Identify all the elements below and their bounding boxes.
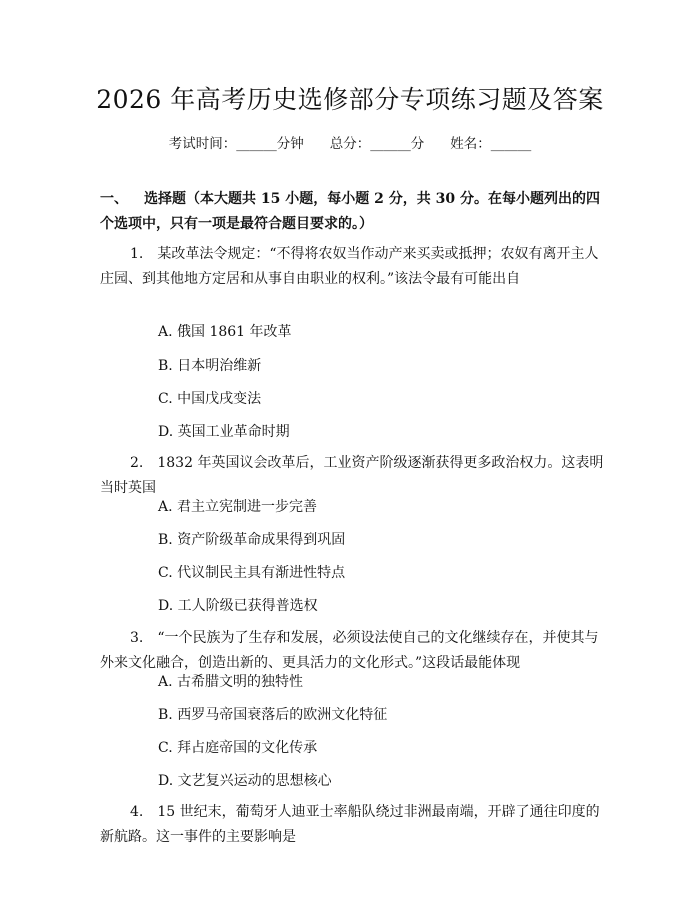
question-stem: 某改革法令规定：“不得将农奴当作动产来买卖或抵押；农奴有离开主人庄园、到其他地方定居和从事自由职业的权利。”该法令最有可能出自	[100, 246, 599, 287]
question-2-option-a: A. 君主立宪制进一步完善	[158, 499, 318, 515]
section-heading	[100, 187, 610, 237]
page-title: 2026 年高考历史选修部分专项练习题及答案	[96, 85, 604, 114]
question-number: 3.	[130, 630, 144, 646]
question-number: 2.	[130, 455, 144, 471]
question-4	[100, 800, 610, 850]
section-instructions: 选择题（本大题共 15 小题，每小题 2 分，共 30 分。在每小题列出的四个选项中，只有一项是最符合题目要求的。）	[100, 191, 600, 232]
question-1-option-b: B. 日本明治维新	[158, 358, 262, 374]
question-1-option-d: D. 英国工业革命时期	[158, 424, 290, 440]
question-number: 1.	[130, 246, 144, 262]
student-name-field: 姓名：______	[450, 136, 532, 152]
question-stem: “一个民族为了生存和发展，必须设法使自己的文化继续存在，并使其与外来文化融合，创造出新的、更具活力的文化形式。”这段话最能体现	[100, 630, 599, 671]
section-number: 一、	[100, 191, 128, 207]
question-3-option-d: D. 文艺复兴运动的思想核心	[158, 773, 332, 789]
question-1-option-c: C. 中国戊戌变法	[158, 391, 262, 407]
question-1-option-a: A. 俄国 1861 年改革	[158, 324, 292, 340]
question-2-option-c: C. 代议制民主具有渐进性特点	[158, 565, 346, 581]
question-2-option-b: B. 资产阶级革命成果得到巩固	[158, 532, 346, 548]
question-3-option-b: B. 西罗马帝国衰落后的欧洲文化特征	[158, 707, 388, 723]
total-score-field: 总分：______分	[329, 136, 425, 152]
question-stem: 15 世纪末，葡萄牙人迪亚士率船队绕过非洲最南端，开辟了通往印度的新航路。这一事件的主要影响是	[100, 804, 600, 845]
question-3-option-c: C. 拜占庭帝国的文化传承	[158, 740, 318, 756]
question-3-option-a: A. 古希腊文明的独特性	[158, 674, 304, 690]
question-3	[100, 626, 610, 676]
question-stem: 1832 年英国议会改革后，工业资产阶级逐渐获得更多政治权力。这表明当时英国	[100, 455, 604, 496]
question-number: 4.	[130, 804, 144, 820]
question-2-option-d: D. 工人阶级已获得普选权	[158, 598, 318, 614]
exam-time-field: 考试时间：______分钟	[168, 136, 304, 152]
question-1	[100, 242, 610, 292]
exam-meta	[0, 132, 700, 152]
question-2	[100, 451, 610, 501]
